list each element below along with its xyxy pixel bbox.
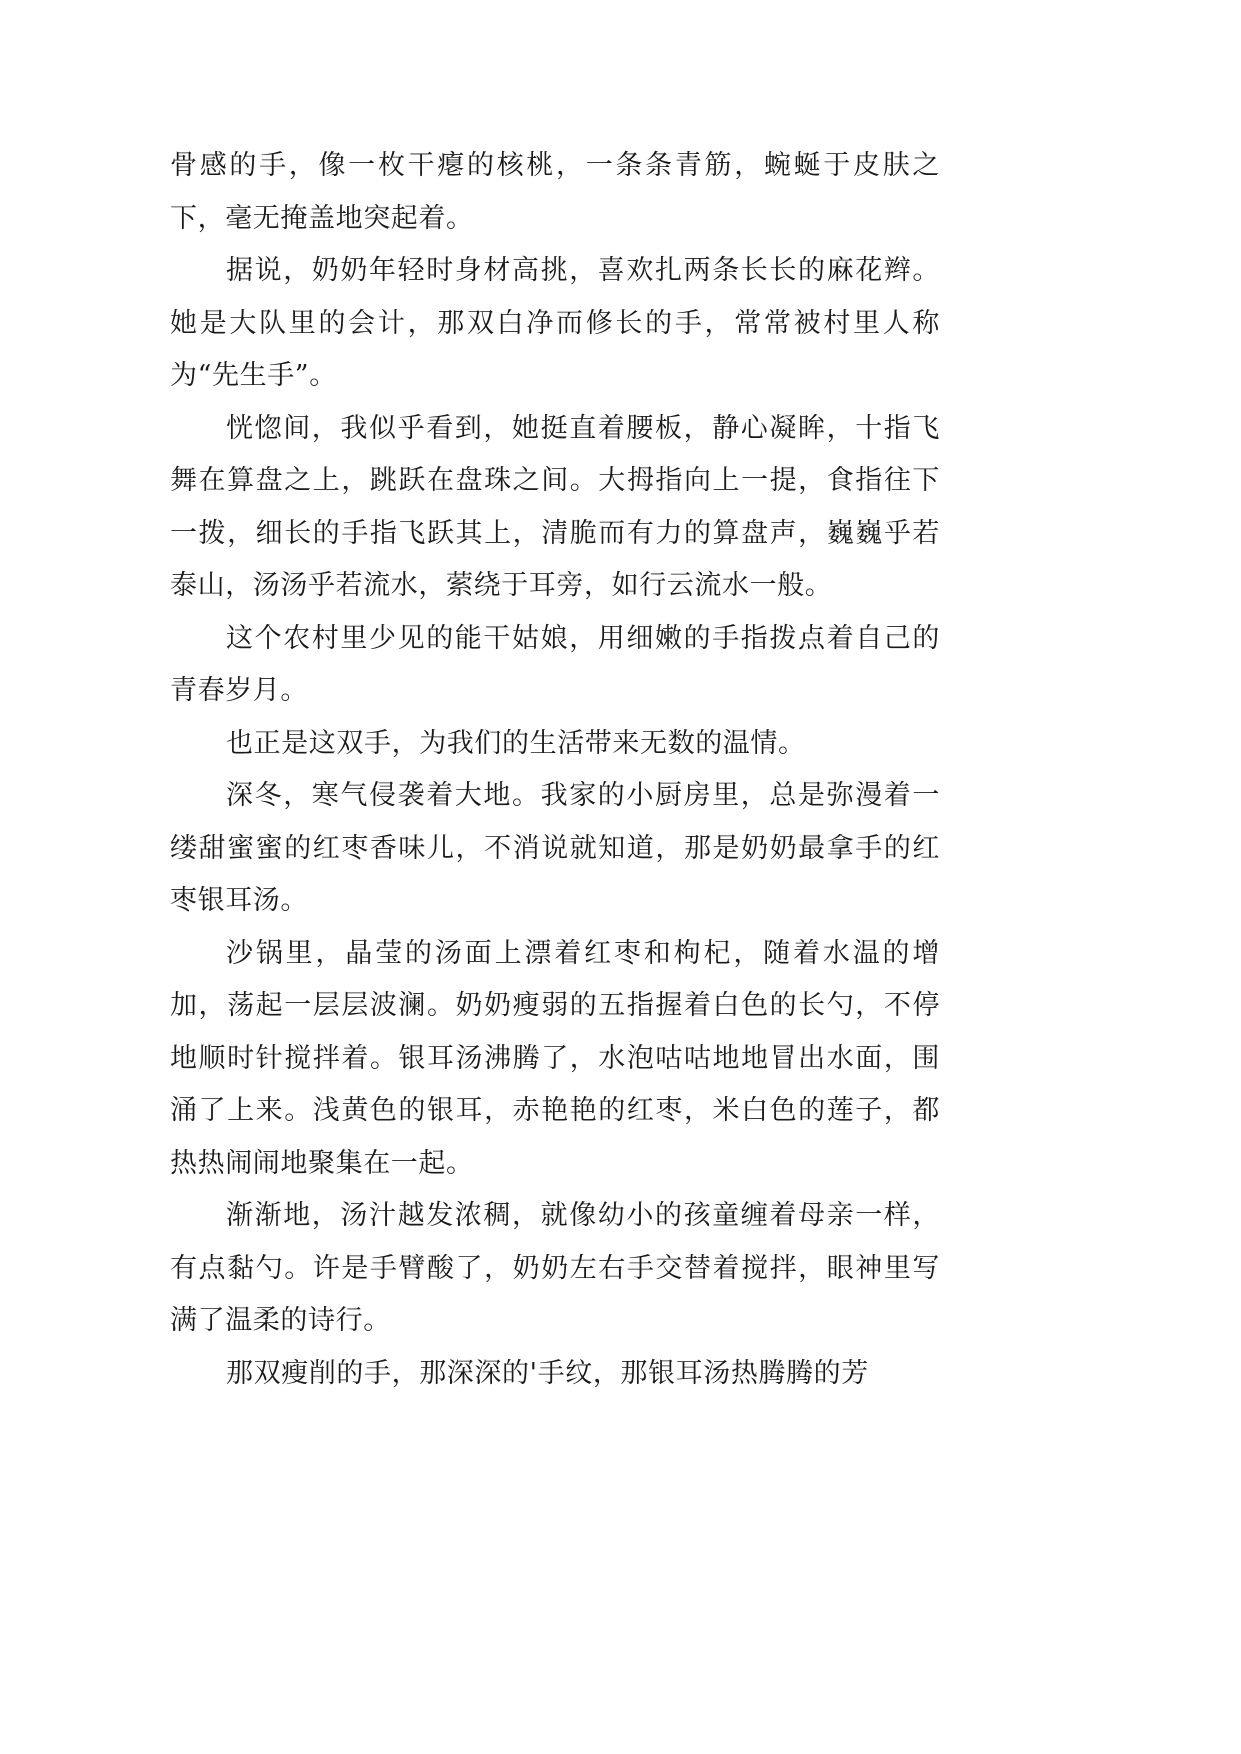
paragraph-7: 沙锅里，晶莹的汤面上漂着红枣和枸杞，随着水温的增加，荡起一层层波澜。奶奶瘦弱的五指握着白色的长勺，不停地顺时针搅拌着。银耳汤沸腾了，水泡咕咕地地冒出水面，围涌了上来。浅黄色的银耳，赤艳艳的红枣，米白色的莲子，都热热闹闹地聚集在一起。 [170,937,940,1179]
document-body [170,140,940,1400]
paragraph-1: 骨感的手，像一枚干瘪的核桃，一条条青筋，蜿蜒于皮肤之下，毫无掩盖地突起着。 [170,150,940,234]
paragraph-8: 渐渐地，汤汁越发浓稠，就像幼小的孩童缠着母亲一样，有点黏勺。许是手臂酸了，奶奶左右手交替着搅拌，眼神里写满了温柔的诗行。 [170,1200,940,1336]
paragraph-4: 这个农村里少见的能干姑娘，用细嫩的手指拨点着自己的青春岁月。 [170,622,940,706]
paragraph-3: 恍惚间，我似乎看到，她挺直着腰板，静心凝眸，十指飞舞在算盘之上，跳跃在盘珠之间。大拇指向上一提，食指往下一拨，细长的手指飞跃其上，清脆而有力的算盘声，巍巍乎若泰山，汤汤乎若流水，萦绕于耳旁，如行云流水一般。 [170,412,940,601]
paragraph-6: 深冬，寒气侵袭着大地。我家的小厨房里，总是弥漫着一缕甜蜜蜜的红枣香味儿，不消说就知道，那是奶奶最拿手的红枣银耳汤。 [170,780,940,916]
paragraph-2: 据说，奶奶年轻时身材高挑，喜欢扎两条长长的麻花辫。她是大队里的会计，那双白净而修长的手，常常被村里人称为“先生手”。 [170,255,940,391]
paragraph-9: 那双瘦削的手，那深深的'手纹，那银耳汤热腾腾的芳 [226,1357,869,1389]
paragraph-5: 也正是这双手，为我们的生活带来无数的温情。 [226,727,806,759]
